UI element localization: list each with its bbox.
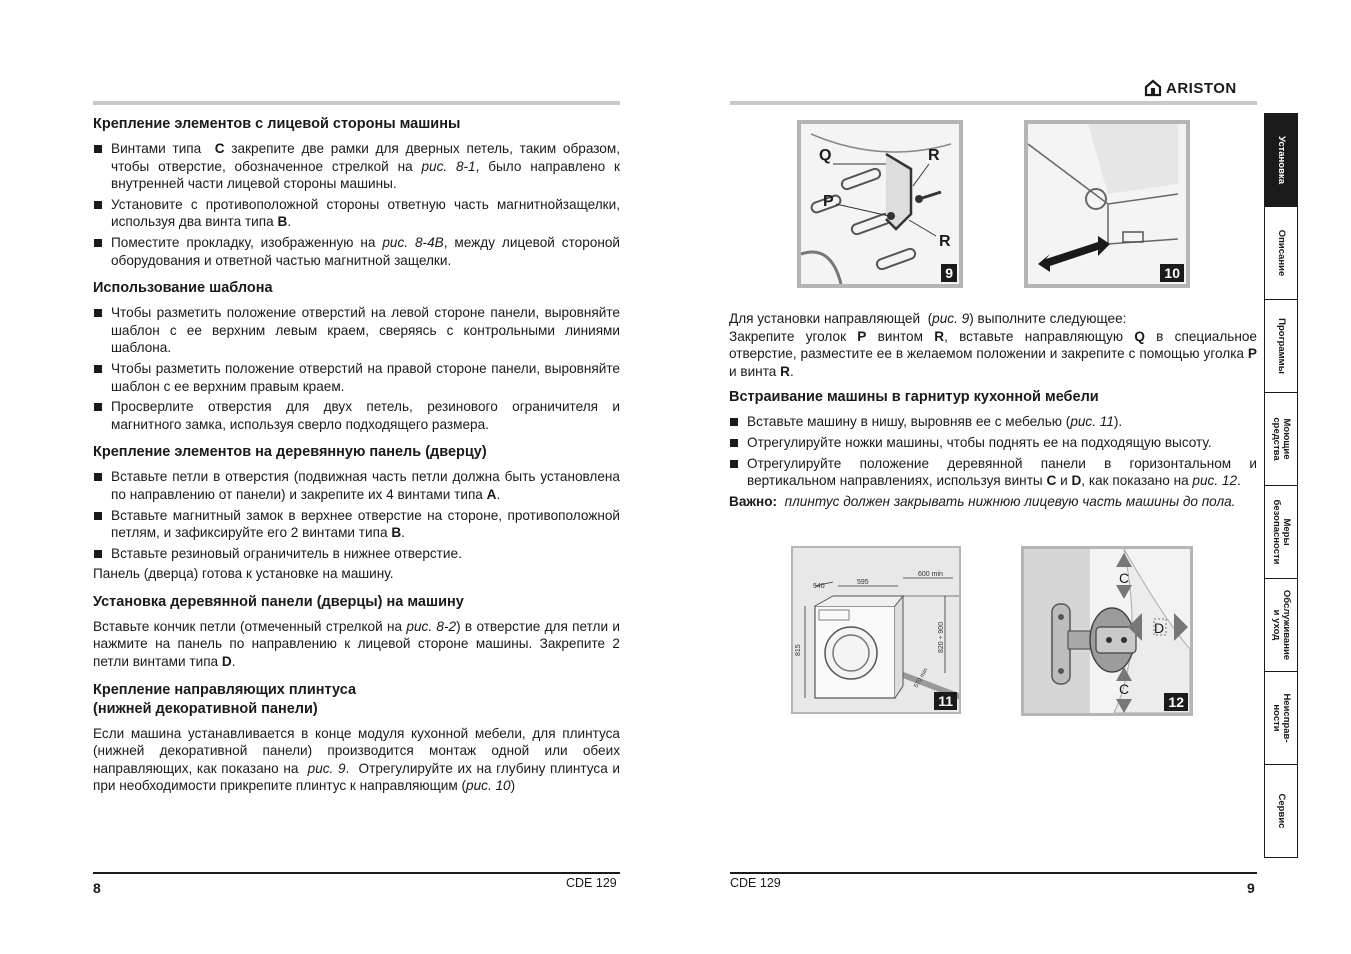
figure-11 — [791, 546, 961, 714]
intro-paragraph: Закрепите уголок P винтом R, вставьте направляющую Q в специальное отверстие, разместите ее в желаемом положении и закрепите с помощью уголка P и винта R. — [729, 328, 1257, 379]
label-d: D — [1154, 620, 1165, 636]
brand-name: ARISTON — [1166, 79, 1237, 97]
figure-number: 11 — [934, 692, 957, 710]
tab-description[interactable]: Описание — [1264, 207, 1298, 300]
list-item: Вставьте машину в нишу, выровняв ее с мебелью (рис. 11). — [729, 413, 1257, 431]
right-column — [729, 310, 1257, 510]
section-tabs — [1264, 113, 1298, 858]
section-plinth-guides — [93, 681, 620, 795]
figure-number: 10 — [1160, 264, 1184, 282]
tab-detergents[interactable]: Моющие средства — [1264, 393, 1298, 486]
dim-595: 595 — [857, 579, 869, 586]
tab-service[interactable]: Сервис — [1264, 765, 1298, 858]
dim-600-min: 600 min — [918, 571, 943, 578]
label-r-top: R — [928, 147, 940, 164]
plinth-guide-diagram — [1028, 124, 1186, 284]
brand-logo — [1144, 79, 1237, 97]
paragraph: Панель (дверца) готова к установке на машину. — [93, 566, 394, 582]
label-c-bottom: C — [1119, 681, 1130, 697]
list-item: Вставьте петли в отверстия (подвижная часть петли должна быть установлена по направлению от панели) и закрепите их 4 винтами типа A. — [93, 468, 620, 503]
tab-troubleshooting[interactable]: Неисправ- ности — [1264, 672, 1298, 765]
dim-820-900: 820 ÷ 900 — [938, 621, 945, 653]
bottom-rule-left — [93, 872, 620, 874]
section-panel-mounting — [93, 593, 620, 671]
dim-540: 540 — [813, 583, 825, 590]
section-heading: Крепление направляющих плинтуса (нижней декоративной панели) — [93, 681, 357, 717]
left-column — [93, 115, 620, 805]
page-number-right: 9 — [1247, 880, 1255, 896]
list-item: Вставьте резиновый ограничитель в нижнее отверстие. — [93, 545, 620, 563]
label-p: P — [823, 193, 834, 210]
important-note — [729, 493, 1257, 511]
section-heading: Крепление элементов на деревянную панель (дверцу) — [93, 444, 487, 461]
section-template — [93, 279, 620, 433]
top-rule-right — [730, 101, 1257, 105]
paragraph: Если машина устанавливается в конце модуля кухонной мебели, для плинтуса (нижней декоративной панели) производится монтаж одной или обеих направляющих, как показано на рис. 9. Отрегулируйте их на глубину плинтуса и при необходимости прикрепите плинтус к направляющим (рис. 10) — [93, 725, 620, 794]
niche-dimensions-diagram — [793, 548, 959, 712]
important-text: плинтус должен закрывать нижнюю лицевую часть машины до пола. — [784, 493, 1236, 509]
intro-line: Для установки направляющей (рис. 9) выполните следующее: — [729, 311, 1127, 326]
figure-12 — [1021, 546, 1193, 716]
list-item: Отрегулируйте ножки машины, чтобы поднять ее на подходящую высоту. — [729, 434, 1257, 452]
list-item: Чтобы разметить положение отверстий на правой стороне панели, выровняйте шаблон с ее верхним правым краем. — [93, 360, 620, 395]
hinge-adjustment-diagram — [1024, 549, 1190, 713]
list-item: Поместите прокладку, изображенную на рис. 8-4B, между лицевой стороной оборудования и ответной частью магнитной защелки. — [93, 234, 620, 269]
list-item: Вставьте магнитный замок в верхнее отверстие на стороне, противоположной петлям, и зафиксируйте его 2 винтами типа B. — [93, 507, 620, 542]
top-rule-left — [93, 101, 620, 105]
list-item: Установите с противоположной стороны ответную часть магнитнойзащелки, используя два винта типа B. — [93, 196, 620, 231]
tab-programs[interactable]: Программы — [1264, 300, 1298, 393]
paragraph: Вставьте кончик петли (отмеченный стрелкой на рис. 8-2) в отверстие для петли и нажмите на панель по направлению к лицевой стороне машины. Закрепите 2 петли винтами типа D. — [93, 618, 620, 670]
label-c-top: C — [1119, 570, 1130, 586]
tab-installation[interactable]: Установка — [1264, 113, 1298, 207]
tab-safety[interactable]: Меры безопасности — [1264, 486, 1298, 579]
bottom-rule-right — [730, 872, 1257, 874]
figure-number: 9 — [941, 264, 957, 282]
tab-maintenance[interactable]: Обслуживание и уход — [1264, 579, 1298, 672]
section-heading: Крепление элементов с лицевой стороны машины — [93, 116, 461, 132]
house-icon — [1144, 79, 1162, 97]
list-item: Просверлите отверстия для двух петель, резинового ограничителя и магнитного замка, используя сверло подходящего размера. — [93, 398, 620, 433]
figure-10 — [1024, 120, 1190, 288]
label-r-bottom: R — [939, 233, 951, 250]
label-q: Q — [819, 147, 832, 164]
list-item: Чтобы разметить положение отверстий на левой стороне панели, выровняйте шаблон с ее верхним левым краем, сверяясь с контрольными линиями шаблона. — [93, 304, 620, 357]
section-heading: Встраивание машины в гарнитур кухонной мебели — [729, 389, 1099, 406]
model-right: CDE 129 — [730, 876, 781, 890]
list-item: Отрегулируйте положение деревянной панели в горизонтальном и вертикальном направлениях, используя винты C и D, как показано на рис. 12. — [729, 455, 1257, 490]
dim-570-min: 570 min — [913, 667, 930, 689]
section-heading: Установка деревянной панели (дверцы) на машину — [93, 593, 464, 610]
important-label: Важно: — [729, 493, 778, 509]
figure-number: 12 — [1164, 693, 1188, 711]
dim-815: 815 — [795, 644, 802, 656]
section-wood-panel — [93, 443, 620, 583]
list-item: Винтами типа C закрепите две рамки для дверных петель, таким образом, чтобы отверстие, обозначенное стрелкой на рис. 8-1, было направлено к внутренней части лицевой стороны машины. — [93, 140, 620, 193]
guide-bracket-diagram — [801, 124, 959, 284]
model-left: CDE 129 — [566, 876, 617, 890]
page-number-left: 8 — [93, 880, 101, 896]
section-front-fixing — [93, 115, 620, 269]
section-heading: Использование шаблона — [93, 280, 273, 297]
figure-9 — [797, 120, 963, 288]
